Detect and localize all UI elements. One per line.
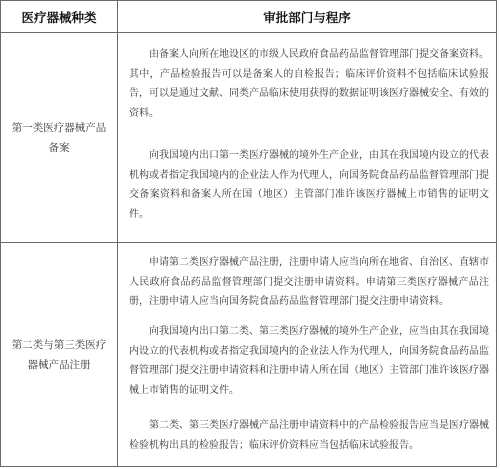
row-2-paragraph-2: 向我国境内出口第二类、第三类医疗器械的境外生产企业，应当由其在我国境内设立的代表机构或者指定我国境内的企业法人作为代理人，向国务院食品药品监督管理部门提交注册申请资料和注册申请人所在国（地区）主管部门准许该医疗器械上市销售的证明文件。 — [129, 326, 489, 396]
header-approval-procedure: 审批部门与程序 — [263, 9, 351, 25]
header-device-category: 医疗器械种类 — [21, 9, 97, 25]
row-1-category: 第一类医疗器械产品备案 — [11, 121, 107, 154]
row-1-paragraph-1: 由备案人向所在地设区的市级人民政府食品药品监督管理部门提交备案资料。其中，产品检验报告可以是备案人的自检报告；临床评价资料不包括临床试验报告，可以是通过文献、同类产品临床使用获得的数据证明该医疗器械安全、有效的资料。 — [129, 49, 489, 119]
row-1-paragraph-2: 向我国境内出口第一类医疗器械的境外生产企业，由其在我国境内设立的代表机构或者指定我国境内的企业法人作为代理人，向国务院食品药品监督管理部门提交备案资料和备案人所在国（地区）主管部门准许该医疗器械上市销售的证明文件。 — [129, 150, 489, 220]
column-divider — [117, 1, 118, 466]
row-2-paragraph-3: 第二类、第三类医疗器械产品注册申请资料中的产品检验报告应当是医疗器械检验机构出具的检验报告；临床评价资料应当包括临床试验报告。 — [129, 420, 489, 451]
row-2-category: 第二类与第三类医疗器械产品注册 — [11, 339, 107, 371]
row-2-paragraph-1: 申请第二类医疗器械产品注册，注册申请人应当向所在地省、自治区、直辖市人民政府食品药品监督管理部门提交注册申请资料。申请第三类医疗器械产品注册，注册申请人应当向国务院食品药品监督管理部门提交注册申请资料。 — [129, 257, 489, 307]
